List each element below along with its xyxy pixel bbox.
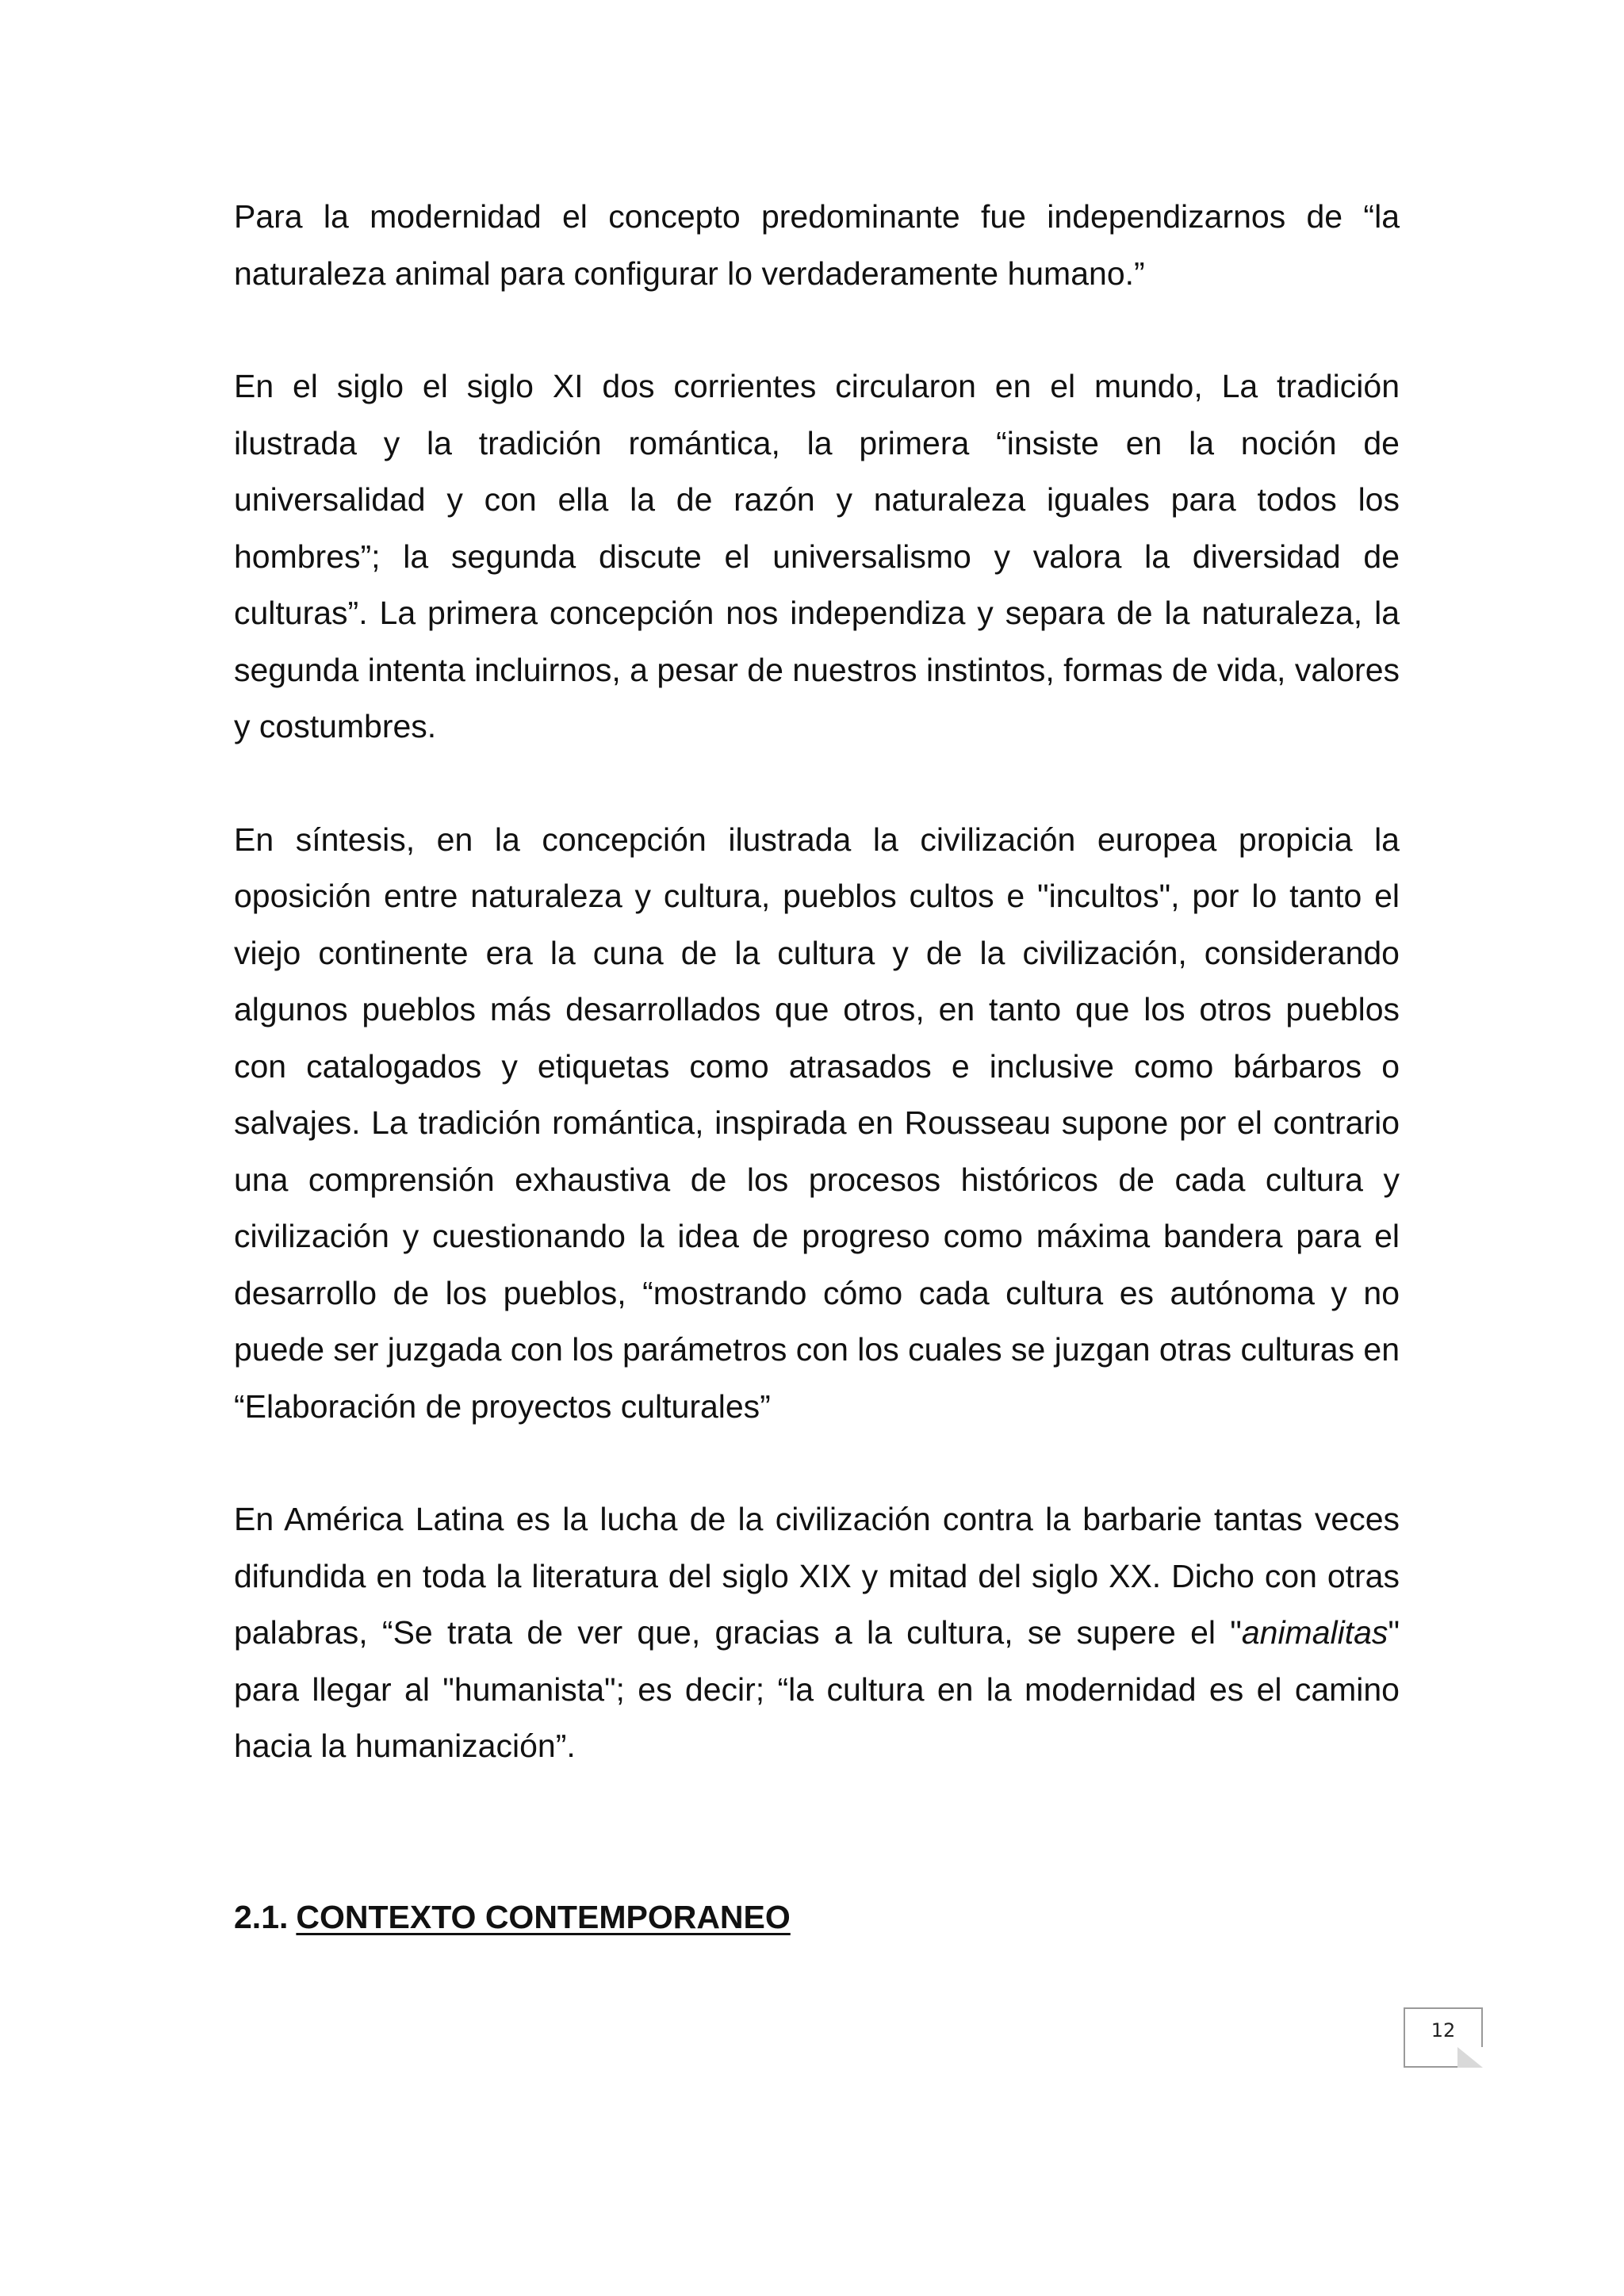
paragraph-tradiciones: En el siglo el siglo XI dos corrientes circularon en el mundo, La tradición ilustrada y la tradición romántica, la primera “insiste en la noción de universalidad y con ella la de razón y naturaleza iguales para todos los hombres”; la segunda discute el universalismo y valora la diversidad de culturas”. La primera concepción nos independiza y separa de la naturaleza, la segunda intenta incluirnos, a pesar de nuestros instintos, formas de vida, valores y costumbres.: [234, 368, 1400, 744]
paragraph-sintesis: En síntesis, en la concepción ilustrada la civilización europea propicia la oposición entre naturaleza y cultura, pueblos cultos e "incultos", por lo tanto el viejo continente era la cuna de la cultura y de la civilización, considerando algunos pueblos más desarrollados que otros, en tanto que los otros pueblos con catalogados y etiquetas como atrasados e inclusive como bárbaros o salvajes. La tradición romántica, inspirada en Rousseau supone por el contrario una comprensión exhaustiva de los procesos históricos de cada cultura y civilización y cuestionando la idea de progreso como máxima bandera para el desarrollo de los pueblos, “mostrando cómo cada cultura es autónoma y no puede ser juzgada con los parámetros con los cuales se juzgan otras culturas en “Elaboración de proyectos culturales”: [234, 821, 1400, 1425]
paragraph-america-latina-italic: animalitas: [1241, 1614, 1388, 1651]
paragraph-america-latina: [234, 1491, 1400, 1775]
section-heading: [234, 1893, 791, 1941]
document-body: [234, 189, 1400, 1831]
page-number: 12: [1431, 2019, 1456, 2042]
section-heading-title: CONTEXTO CONTEMPORANEO: [296, 1899, 791, 1935]
page-number-box: [1404, 2007, 1483, 2068]
section-heading-number: 2.1.: [234, 1899, 289, 1935]
paragraph-america-latina-text-b: " para llegar al "humanista"; es decir; “la cultura en la modernidad es el camino hacia la humanización”.: [234, 1614, 1400, 1764]
page-curl-shadow-icon: [1457, 2047, 1483, 2068]
paragraph-america-latina-text-a: En América Latina es la lucha de la civilización contra la barbarie tantas veces difundida en toda la literatura del siglo XIX y mitad del siglo XX. Dicho con otras palabras, “Se trata de ver que, gracias a la cultura, se supere el ": [234, 1501, 1400, 1651]
paragraph-modernidad: Para la modernidad el concepto predominante fue independizarnos de “la naturaleza animal para configurar lo verdaderamente humano.”: [234, 198, 1400, 292]
